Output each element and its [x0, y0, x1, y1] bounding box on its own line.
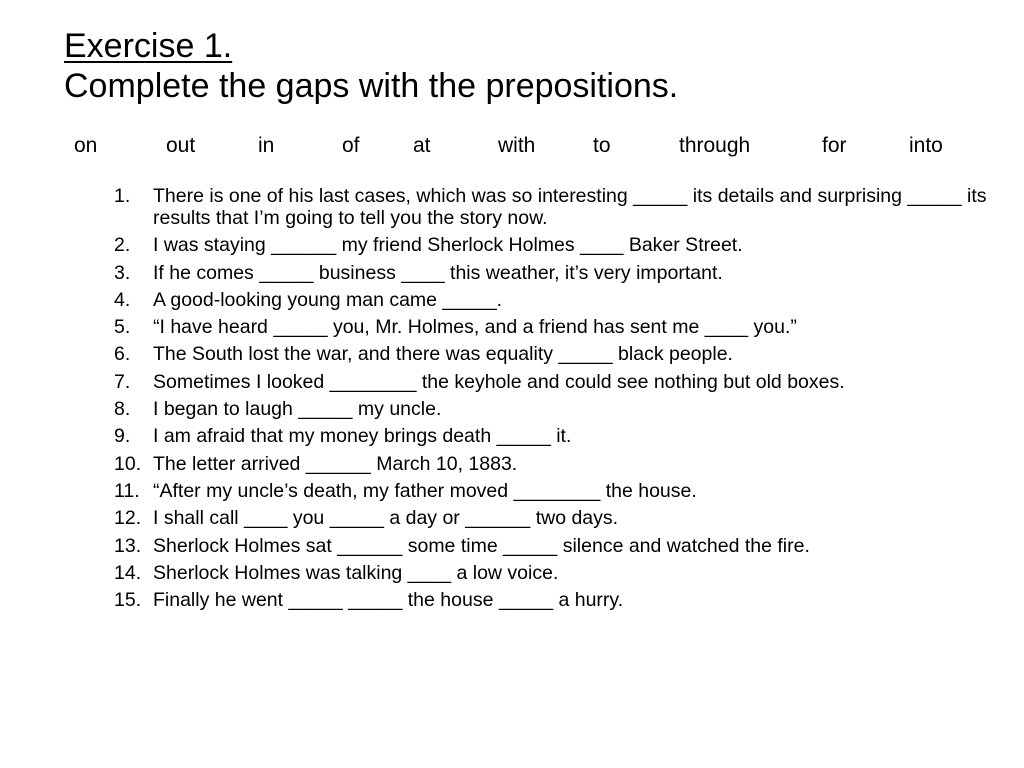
item-number: 8.	[114, 398, 131, 421]
exercise-item	[114, 589, 994, 611]
item-text: “After my uncle’s death, my father moved ________ the house.	[153, 479, 697, 502]
word-bank-item: at	[413, 134, 431, 157]
exercise-item	[114, 507, 994, 529]
item-text: I shall call ____ you _____ a day or ______ two days.	[153, 507, 619, 530]
item-number: 14.	[114, 561, 142, 584]
item-text: The letter arrived ______ March 10, 1883.	[153, 452, 518, 475]
item-text: There is one of his last cases, which was so interesting _____ its details and surprising _____ its results that I’m going to tell you the story now.	[153, 185, 987, 229]
item-text: Sometimes I looked ________ the keyhole and could see nothing but old boxes.	[153, 370, 845, 393]
item-number: 7.	[114, 370, 131, 393]
item-number: 13.	[114, 534, 142, 557]
item-number: 10.	[114, 452, 142, 475]
item-text: A good-looking young man came _____.	[153, 288, 503, 311]
exercise-item	[114, 343, 994, 365]
item-number: 12.	[114, 507, 142, 530]
exercise-item	[114, 480, 994, 502]
item-number: 1.	[114, 185, 131, 207]
item-number: 2.	[114, 234, 131, 257]
exercise-item	[114, 262, 994, 284]
item-text: Sherlock Holmes was talking ____ a low voice.	[153, 561, 559, 584]
item-text: Sherlock Holmes sat ______ some time _____ silence and watched the fire.	[153, 534, 810, 557]
item-number: 5.	[114, 316, 131, 339]
item-text: “I have heard _____ you, Mr. Holmes, and a friend has sent me ____ you.”	[153, 316, 797, 339]
exercise-heading: Exercise 1.	[64, 27, 233, 65]
item-text: The South lost the war, and there was equality _____ black people.	[153, 343, 733, 366]
exercise-item	[114, 316, 994, 338]
item-text: If he comes _____ business ____ this weather, it’s very important.	[153, 261, 723, 284]
exercise-item	[114, 234, 994, 256]
title-block	[64, 26, 678, 106]
word-bank-item: into	[909, 134, 943, 157]
exercise-item	[114, 371, 994, 393]
exercise-item	[114, 535, 994, 557]
item-number: 3.	[114, 261, 131, 284]
word-bank-item: through	[679, 134, 751, 157]
item-text: Finally he went _____ _____ the house _____ a hurry.	[153, 589, 624, 612]
exercise-list	[114, 185, 994, 616]
item-number: 11.	[114, 479, 140, 502]
exercise-item	[114, 289, 994, 311]
item-number: 9.	[114, 425, 131, 448]
exercise-item	[114, 185, 994, 229]
word-bank-item: out	[166, 134, 196, 157]
exercise-instruction: Complete the gaps with the prepositions.	[64, 67, 679, 105]
word-bank-item: on	[74, 134, 98, 157]
word-bank-item: in	[258, 134, 275, 157]
item-number: 6.	[114, 343, 131, 366]
item-text: I am afraid that my money brings death _____ it.	[153, 425, 572, 448]
word-bank-item: for	[822, 134, 847, 157]
preposition-word-bank	[0, 134, 1024, 162]
word-bank-item: with	[498, 134, 536, 157]
exercise-item	[114, 562, 994, 584]
word-bank-item: of	[342, 134, 360, 157]
item-number: 15.	[114, 589, 142, 612]
item-text: I began to laugh _____ my uncle.	[153, 398, 442, 421]
exercise-item	[114, 453, 994, 475]
item-number: 4.	[114, 288, 131, 311]
word-bank-item: to	[593, 134, 611, 157]
item-text: I was staying ______ my friend Sherlock Holmes ____ Baker Street.	[153, 234, 743, 257]
exercise-item	[114, 398, 994, 420]
exercise-item	[114, 425, 994, 447]
